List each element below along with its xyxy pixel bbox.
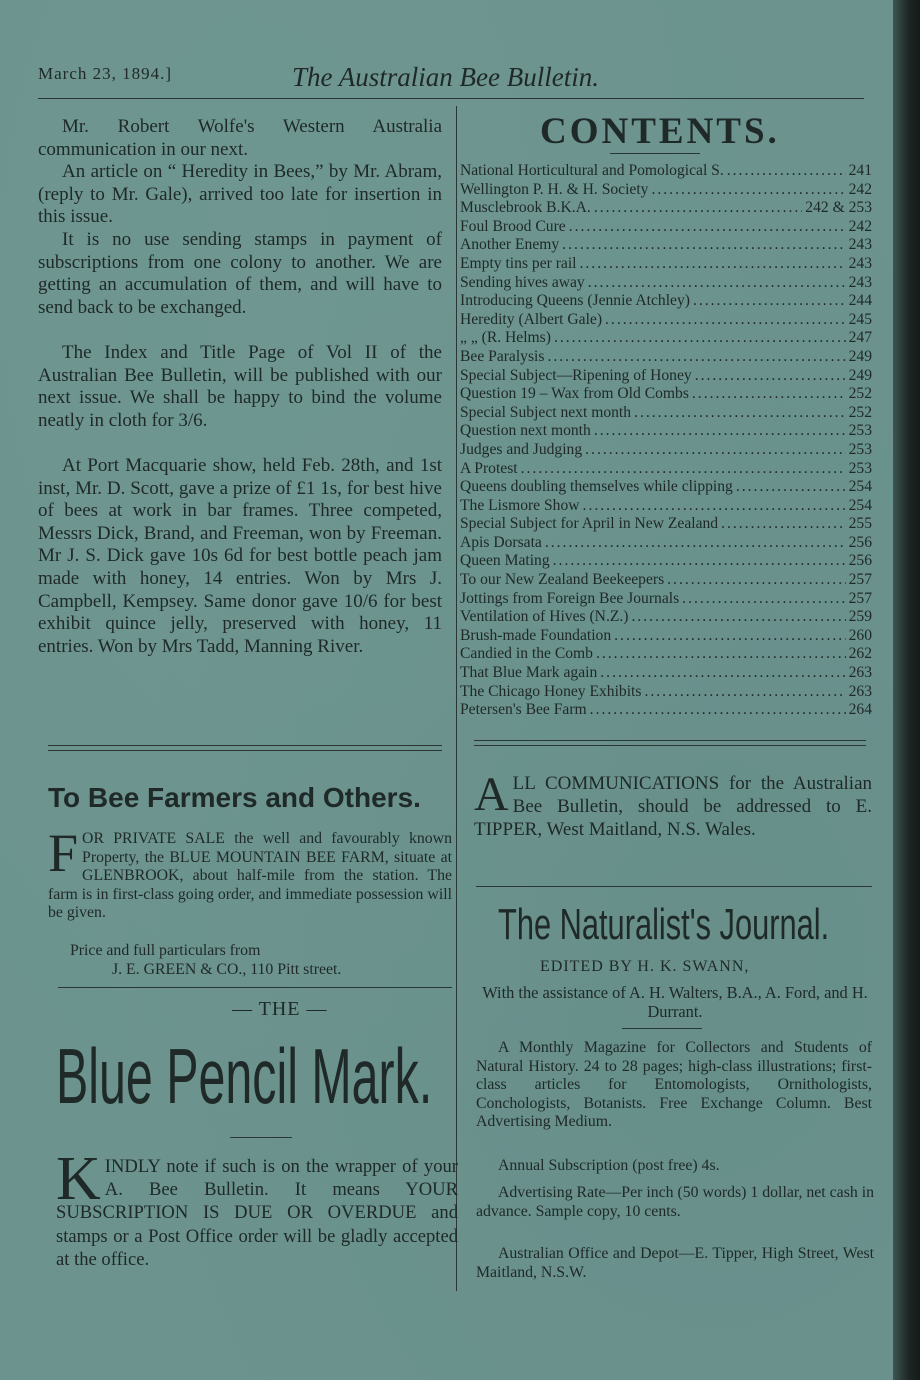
contents-item-title: National Horticultural and Pomological S. [460, 162, 724, 179]
contents-item-page: 243 [848, 236, 872, 254]
contents-item-title: To our New Zealand Beekeepers [460, 571, 665, 589]
contents-item-page: 264 [848, 701, 872, 719]
contents-item [460, 590, 872, 609]
contents-item [460, 181, 872, 200]
contents-item-title: Apis Dorsata [460, 533, 542, 551]
contents-item-title: Special Subject next month [460, 403, 632, 421]
bee-farmers-text: OR PRIVATE SALE the well and favourably known Property, the BLUE MOUNTAIN BEE FARM, situate at GLENBROOK, about half-mile from the station. The farm is in first-class going order, and immediate possession will be given. [48, 830, 452, 922]
notice-port-macquarie: At Port Macquarie show, held Feb. 28th, and 1st inst, Mr. D. Scott, gave a prize of £1 1s, for best hive of bees at work in bar frames. Three competed, Messrs Dick, Brand, and Freeman, won by Freeman. Mr J. S. Dick gave 10s 6d for best bottle peach jam made with honey, 14 entries. Won by Mrs J. Campbell, Kempsey. Same donor gave 10/6 for best exhibit quince jelly, preserved with honey, 11 entries. Won by Mrs Tadd, Manning River. [38, 455, 442, 657]
bee-farmers-body [48, 823, 452, 923]
contents-item-page: 243 [848, 254, 872, 272]
header-rule [38, 98, 864, 99]
communications-initial: A [474, 768, 509, 821]
contents-item-page: 256 [848, 552, 872, 570]
contents-item [460, 627, 872, 646]
bee-farmers-rule [58, 987, 452, 988]
contents-item-leader [521, 460, 846, 479]
contents-item-page: 243 [848, 273, 872, 291]
contents-item-page: 249 [848, 366, 872, 384]
communications-notice [474, 768, 872, 841]
contents-item [460, 645, 872, 664]
notice-stamps: It is no use sending stamps in payment of subscriptions from one colony to another. We are getting an accumulation of them, and will have to send back to be exchanged. [38, 229, 442, 318]
contents-item-leader [692, 385, 846, 404]
contents-item-page: 257 [848, 571, 872, 589]
contents-item-page: 263 [848, 664, 872, 682]
contents-item-page: 253 [848, 440, 872, 458]
contents-item-title: Ventilation of Hives (N.Z.) [460, 608, 629, 626]
contents-item-page: 254 [848, 496, 872, 514]
naturalist-description: A Monthly Magazine for Collectors and Students of Natural History. 24 to 28 pages; high-class illustrations; first-class articles for Entomologists, Ornithologists, Conchologists, Botanists. Free Exchange Column. Best Advertising Medium. [476, 1039, 872, 1131]
contents-item-title: Sending hives away [460, 273, 585, 291]
contents-item-title: Bee Paralysis [460, 347, 545, 365]
right-double-rule-bottom [474, 745, 866, 746]
contents-item-leader [605, 311, 846, 330]
naturalist-editor: EDITED BY H. K. SWANN, [540, 958, 750, 975]
contents-item [460, 348, 872, 367]
contents-item [460, 534, 872, 553]
contents-item [460, 311, 872, 330]
contents-item-leader [569, 218, 846, 237]
communications-text: LL COMMUNICATIONS for the Australian Bee Bulletin, should be addressed to E. TIPPER, West Maitland, N.S. Wales. [474, 773, 872, 840]
naturalist-assistance: With the assistance of A. H. Walters, B.A., A. Ford, and H. Durrant. [482, 983, 868, 1021]
contents-item [460, 664, 872, 683]
bee-farmers-price-line: Price and full particulars from [70, 942, 261, 959]
contents-underline [610, 153, 700, 154]
blue-pencil-initial: K [56, 1145, 101, 1213]
notice-heredity: An article on “ Heredity in Bees,” by Mr. Abram, (reply to Mr. Gale), arrived too late for insertion in this issue. [38, 161, 442, 228]
contents-item [460, 441, 872, 460]
contents-item [460, 367, 872, 386]
contents-item-leader [545, 534, 846, 553]
contents-item-leader [727, 162, 846, 181]
naturalist-office: Australian Office and Depot—E. Tipper, High Street, West Maitland, N.S.W. [476, 1245, 874, 1281]
contents-item [460, 552, 872, 571]
naturalist-title: The Naturalist's Journal. [498, 900, 830, 949]
contents-item-leader [554, 329, 846, 348]
contents-item-leader [594, 422, 846, 441]
column-divider [456, 106, 457, 1291]
contents-item [460, 162, 872, 181]
contents-item-title: The Lismore Show [460, 496, 580, 514]
contents-item [460, 292, 872, 311]
contents-item-page: 263 [848, 682, 872, 700]
contents-item-title: A Protest [460, 459, 518, 477]
contents-item-leader [695, 367, 846, 386]
contents-item [460, 236, 872, 255]
contents-item [460, 478, 872, 497]
naturalist-subscription: Annual Subscription (post free) 4s. [498, 1157, 720, 1174]
contents-item-title: Queen Mating [460, 552, 550, 570]
contents-item-title: Petersen's Bee Farm [460, 701, 587, 719]
contents-item-title: Special Subject for April in New Zealand [460, 515, 719, 533]
contents-item-page: 257 [848, 589, 872, 607]
contents-item-leader [614, 627, 845, 646]
contents-item-page: 256 [848, 533, 872, 551]
contents-item [460, 683, 872, 702]
contents-item-title: That Blue Mark again [460, 664, 598, 682]
contents-item-page: 242 [848, 180, 872, 198]
contents-item-leader [553, 552, 846, 571]
contents-item-title: Question next month [460, 422, 591, 440]
contents-item [460, 218, 872, 237]
bee-farmers-title: To Bee Farmers and Others. [48, 782, 421, 813]
contents-item-page: 247 [848, 329, 872, 347]
page-edge-shadow [893, 0, 920, 1380]
contents-item-page: 253 [848, 459, 872, 477]
contents-list [460, 162, 872, 720]
contents-item-title: Brush-made Foundation [460, 626, 612, 644]
bee-farmers-agent: J. E. GREEN & CO., 110 Pitt street. [112, 961, 342, 978]
contents-item-page: 241 [848, 162, 872, 179]
blue-pencil-title: Blue Pencil Mark. [56, 1032, 433, 1120]
contents-item-page: 249 [848, 347, 872, 365]
contents-item-leader [585, 441, 845, 460]
communications-rule [476, 886, 872, 887]
contents-item-leader [634, 404, 846, 423]
naturalist-advertising: Advertising Rate—Per inch (50 words) 1 dollar, net cash in advance. Sample copy, 10 cents. [476, 1184, 874, 1220]
contents-item [460, 701, 872, 720]
naturalist-rule [622, 1028, 702, 1029]
contents-item-page: 252 [848, 385, 872, 403]
left-double-rule-top [48, 745, 442, 746]
contents-item-leader [631, 608, 845, 627]
contents-heading: CONTENTS. [540, 111, 780, 152]
contents-item [460, 608, 872, 627]
bee-farmers-initial: F [48, 823, 79, 883]
contents-item-page: 259 [848, 608, 872, 626]
contents-item-leader [682, 590, 845, 609]
contents-item-leader [667, 571, 845, 590]
contents-item-page: 262 [848, 645, 872, 663]
contents-item-leader [594, 199, 802, 218]
issue-date: March 23, 1894.] [38, 64, 173, 83]
contents-item-leader [588, 274, 846, 293]
contents-item-title: „ „ (R. Helms) [460, 329, 551, 347]
contents-item [460, 329, 872, 348]
blue-pencil-body [56, 1145, 458, 1271]
contents-item-leader [644, 683, 845, 702]
contents-item-title: Empty tins per rail [460, 254, 577, 272]
contents-item [460, 274, 872, 293]
contents-item-page: 245 [848, 310, 872, 328]
contents-item-title: Judges and Judging [460, 440, 583, 458]
contents-item-leader [562, 236, 845, 255]
right-double-rule-top [474, 740, 866, 741]
contents-item-leader [547, 348, 845, 367]
contents-item-leader [590, 701, 846, 720]
contents-item-page: 255 [848, 515, 872, 533]
contents-item-page: 253 [848, 422, 872, 440]
contents-item-page: 242 & 253 [805, 199, 872, 217]
contents-item-leader [600, 664, 845, 683]
contents-item-title: Introducing Queens (Jennie Atchley) [460, 292, 690, 310]
contents-item-leader [583, 497, 846, 516]
contents-item-title: Wellington P. H. & H. Society [460, 180, 649, 198]
contents-item-page: 252 [848, 403, 872, 421]
contents-item-leader [596, 645, 846, 664]
notice-index: The Index and Title Page of Vol II of the Australian Bee Bulletin, will be published with our next issue. We shall be happy to bind the volume neatly in cloth for 3/6. [38, 342, 442, 431]
contents-item [460, 255, 872, 274]
contents-item [460, 497, 872, 516]
contents-item [460, 404, 872, 423]
contents-item-title: Heredity (Albert Gale) [460, 310, 603, 328]
contents-item-title: Candied in the Comb [460, 645, 593, 663]
contents-item-title: Queens doubling themselves while clipping [460, 478, 733, 496]
contents-item-title: Musclebrook B.K.A. [460, 199, 591, 217]
contents-item-page: 244 [848, 292, 872, 310]
contents-item-title: Foul Brood Cure [460, 217, 566, 235]
blue-pencil-text: INDLY note if such is on the wrapper of your A. Bee Bulletin. It means YOUR SUBSCRIPTION IS DUE OR OVERDUE and stamps or a Post Office order will be gladly accepted at the office. [56, 1156, 458, 1270]
contents-item-leader [693, 292, 846, 311]
contents-item-leader [721, 515, 846, 534]
contents-item [460, 571, 872, 590]
contents-item-title: Another Enemy [460, 236, 560, 254]
contents-item-page: 260 [848, 626, 872, 644]
contents-item-leader [736, 478, 846, 497]
contents-item-leader [580, 255, 846, 274]
notice-wolfe: Mr. Robert Wolfe's Western Australia communication in our next. [38, 116, 442, 160]
contents-item [460, 515, 872, 534]
contents-item-page: 254 [848, 478, 872, 496]
contents-item-leader [651, 181, 845, 200]
contents-item [460, 385, 872, 404]
publication-title: The Australian Bee Bulletin. [292, 62, 599, 92]
contents-item-page: 242 [848, 217, 872, 235]
contents-item-title: Special Subject—Ripening of Honey [460, 366, 692, 384]
contents-item-title: The Chicago Honey Exhibits [460, 682, 642, 700]
contents-item [460, 199, 872, 218]
blue-pencil-rule [230, 1137, 292, 1138]
contents-item-title: Question 19 – Wax from Old Combs [460, 385, 689, 403]
contents-item-title: Jottings from Foreign Bee Journals [460, 589, 680, 607]
contents-item [460, 422, 872, 441]
left-double-rule-bottom [48, 750, 442, 751]
contents-item [460, 460, 872, 479]
blue-pencil-the: — THE — [232, 998, 328, 1020]
